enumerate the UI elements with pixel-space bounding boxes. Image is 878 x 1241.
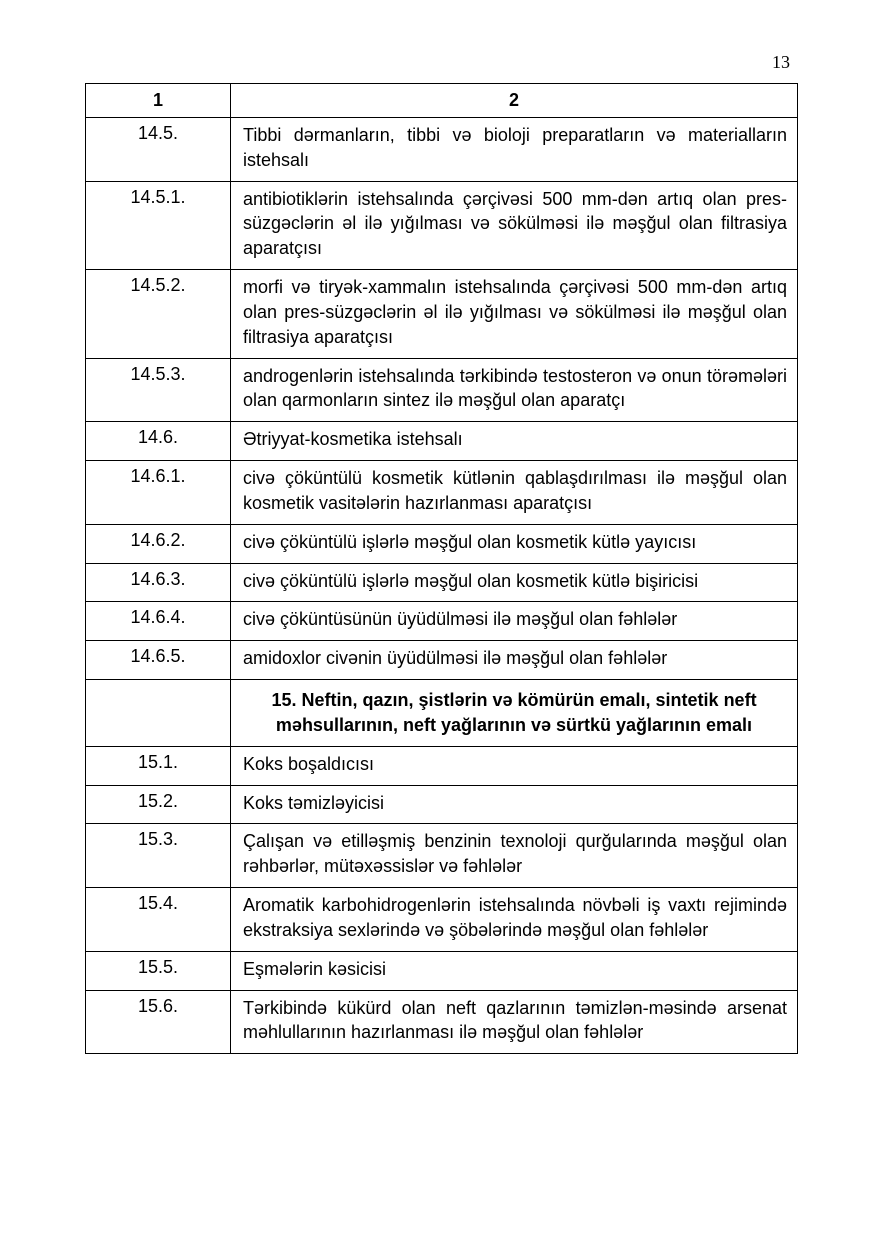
row-number-cell: 14.6.4. bbox=[86, 602, 231, 641]
row-number-cell: 15.5. bbox=[86, 951, 231, 990]
table-row bbox=[86, 680, 798, 747]
row-text-cell: Eşmələrin kəsicisi bbox=[231, 951, 798, 990]
table-row bbox=[86, 824, 798, 888]
row-number-cell: 14.5.1. bbox=[86, 181, 231, 269]
table-row bbox=[86, 641, 798, 680]
row-number-cell: 15.4. bbox=[86, 888, 231, 952]
table-row bbox=[86, 746, 798, 785]
row-text-cell: Koks boşaldıcısı bbox=[231, 746, 798, 785]
row-text-cell: Çalışan və etilləşmiş benzinin texnoloji qurğularında məşğul olan rəhbərlər, mütəxəssislər və fəhlələr bbox=[231, 824, 798, 888]
row-text-cell: amidoxlor civənin üyüdülməsi ilə məşğul olan fəhlələr bbox=[231, 641, 798, 680]
row-text-cell: civə çöküntülü işlərlə məşğul olan kosmetik kütlə bişiricisi bbox=[231, 563, 798, 602]
row-number-cell: 15.1. bbox=[86, 746, 231, 785]
row-number-cell: 14.5. bbox=[86, 118, 231, 182]
row-number-cell: 14.5.2. bbox=[86, 270, 231, 358]
table-row bbox=[86, 181, 798, 269]
positions-table bbox=[85, 83, 798, 1054]
table-row bbox=[86, 524, 798, 563]
column-header-1: 1 bbox=[86, 84, 231, 118]
row-number-cell: 14.5.3. bbox=[86, 358, 231, 422]
row-number-cell: 14.6.3. bbox=[86, 563, 231, 602]
table-row bbox=[86, 358, 798, 422]
row-number-cell: 15.2. bbox=[86, 785, 231, 824]
row-text-cell: civə çöküntülü kosmetik kütlənin qablaşdırılması ilə məşğul olan kosmetik vasitələrin hazırlanması aparatçısı bbox=[231, 461, 798, 525]
row-text-cell: civə çöküntüsünün üyüdülməsi ilə məşğul olan fəhlələr bbox=[231, 602, 798, 641]
table-row bbox=[86, 888, 798, 952]
table-row bbox=[86, 563, 798, 602]
table-body bbox=[86, 118, 798, 1054]
table-row bbox=[86, 602, 798, 641]
table-row bbox=[86, 270, 798, 358]
row-text-cell: androgenlərin istehsalında tərkibində testosteron və onun törəmələri olan qarmonların sintez ilə məşğul olan aparatçı bbox=[231, 358, 798, 422]
row-text-cell: morfi və tiryək-xammalın istehsalında çərçivəsi 500 mm-dən artıq olan pres-süzgəclərin əl ilə yığılması və sökülməsi ilə məşğul olan filtrasiya aparatçısı bbox=[231, 270, 798, 358]
row-number-cell: 14.6.2. bbox=[86, 524, 231, 563]
table-row bbox=[86, 461, 798, 525]
row-text-cell: Tibbi dərmanların, tibbi və bioloji preparatların və materialların istehsalı bbox=[231, 118, 798, 182]
table-row bbox=[86, 990, 798, 1054]
row-text-cell: Tərkibində kükürd olan neft qazlarının təmizlən-məsində arsenat məhlullarının hazırlanması ilə məşğul olan fəhlələr bbox=[231, 990, 798, 1054]
table-row bbox=[86, 422, 798, 461]
row-text-cell: civə çöküntülü işlərlə məşğul olan kosmetik kütlə yayıcısı bbox=[231, 524, 798, 563]
row-number-cell bbox=[86, 680, 231, 747]
row-text-cell: Aromatik karbohidrogenlərin istehsalında növbəli iş vaxtı rejimində ekstraksiya sexlərində və şöbələrində məşğul olan fəhlələr bbox=[231, 888, 798, 952]
section-heading-cell: 15. Neftin, qazın, şistlərin və kömürün emalı, sintetik neft məhsullarının, neft yağlarının və sürtkü yağlarının emalı bbox=[231, 680, 798, 747]
row-text-cell: antibiotiklərin istehsalında çərçivəsi 500 mm-dən artıq olan pres-süzgəclərin əl ilə yığılması və sökülməsi ilə məşğul olan filtrasiya aparatçısı bbox=[231, 181, 798, 269]
row-number-cell: 15.6. bbox=[86, 990, 231, 1054]
row-text-cell: Ətriyyat-kosmetika istehsalı bbox=[231, 422, 798, 461]
row-number-cell: 14.6. bbox=[86, 422, 231, 461]
table-header-row bbox=[86, 84, 798, 118]
page-number: 13 bbox=[772, 52, 790, 72]
row-number-cell: 14.6.1. bbox=[86, 461, 231, 525]
table-row bbox=[86, 118, 798, 182]
table-row bbox=[86, 785, 798, 824]
row-number-cell: 14.6.5. bbox=[86, 641, 231, 680]
row-text-cell: Koks təmizləyicisi bbox=[231, 785, 798, 824]
column-header-2: 2 bbox=[231, 84, 798, 118]
table-row bbox=[86, 951, 798, 990]
row-number-cell: 15.3. bbox=[86, 824, 231, 888]
